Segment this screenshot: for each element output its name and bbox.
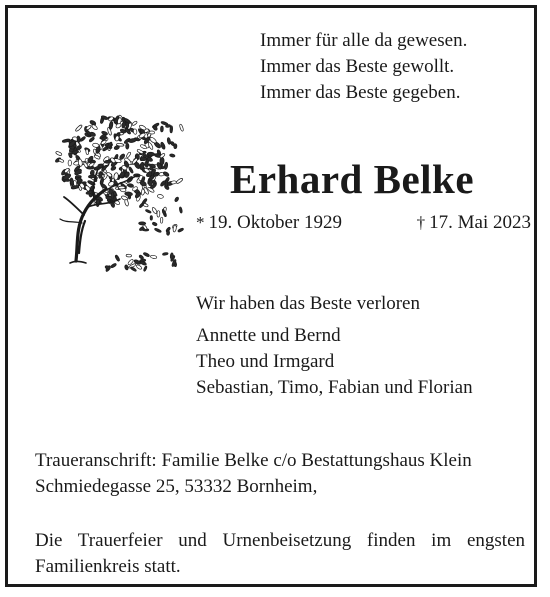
notice-frame bbox=[5, 5, 537, 587]
notice-content bbox=[8, 8, 534, 584]
death-date: 17. Mai 2023 bbox=[429, 212, 531, 233]
poem-line-3: Immer das Beste gegeben. bbox=[260, 82, 461, 103]
ceremony-note bbox=[35, 528, 525, 580]
poem-line-1: Immer für alle da gewesen. bbox=[260, 30, 468, 51]
birth-date: 19. Oktober 1929 bbox=[208, 212, 343, 233]
ceremony-line-1: Die Trauerfeier und Urnenbeisetzung finden im engsten bbox=[35, 530, 525, 551]
family-member-1: Annette und Bernd bbox=[196, 325, 341, 346]
death-date-group bbox=[417, 210, 531, 236]
birth-date-group bbox=[196, 210, 342, 236]
windblown-tree-icon bbox=[46, 103, 186, 278]
family-member-2: Theo und Irmgard bbox=[196, 351, 335, 372]
birth-star-icon: * bbox=[196, 213, 205, 232]
death-cross-icon: † bbox=[416, 213, 426, 232]
poem-line-2: Immer das Beste gewollt. bbox=[260, 56, 455, 77]
poem bbox=[260, 28, 510, 106]
tree-leaves bbox=[55, 115, 184, 273]
deceased-name: Erhard Belke bbox=[230, 156, 475, 202]
family-member-3: Sebastian, Timo, Fabian und Florian bbox=[196, 377, 473, 398]
address-line-1: Traueranschrift: Familie Belke c/o Bestattungshaus Klein bbox=[35, 450, 472, 471]
ceremony-line-2: Familienkreis statt. bbox=[35, 556, 181, 577]
mourning-address bbox=[35, 448, 472, 500]
family-block bbox=[196, 291, 473, 401]
family-intro: Wir haben das Beste verloren bbox=[196, 293, 420, 314]
address-line-2: Schmiedegasse 25, 53332 Bornheim, bbox=[35, 476, 318, 497]
